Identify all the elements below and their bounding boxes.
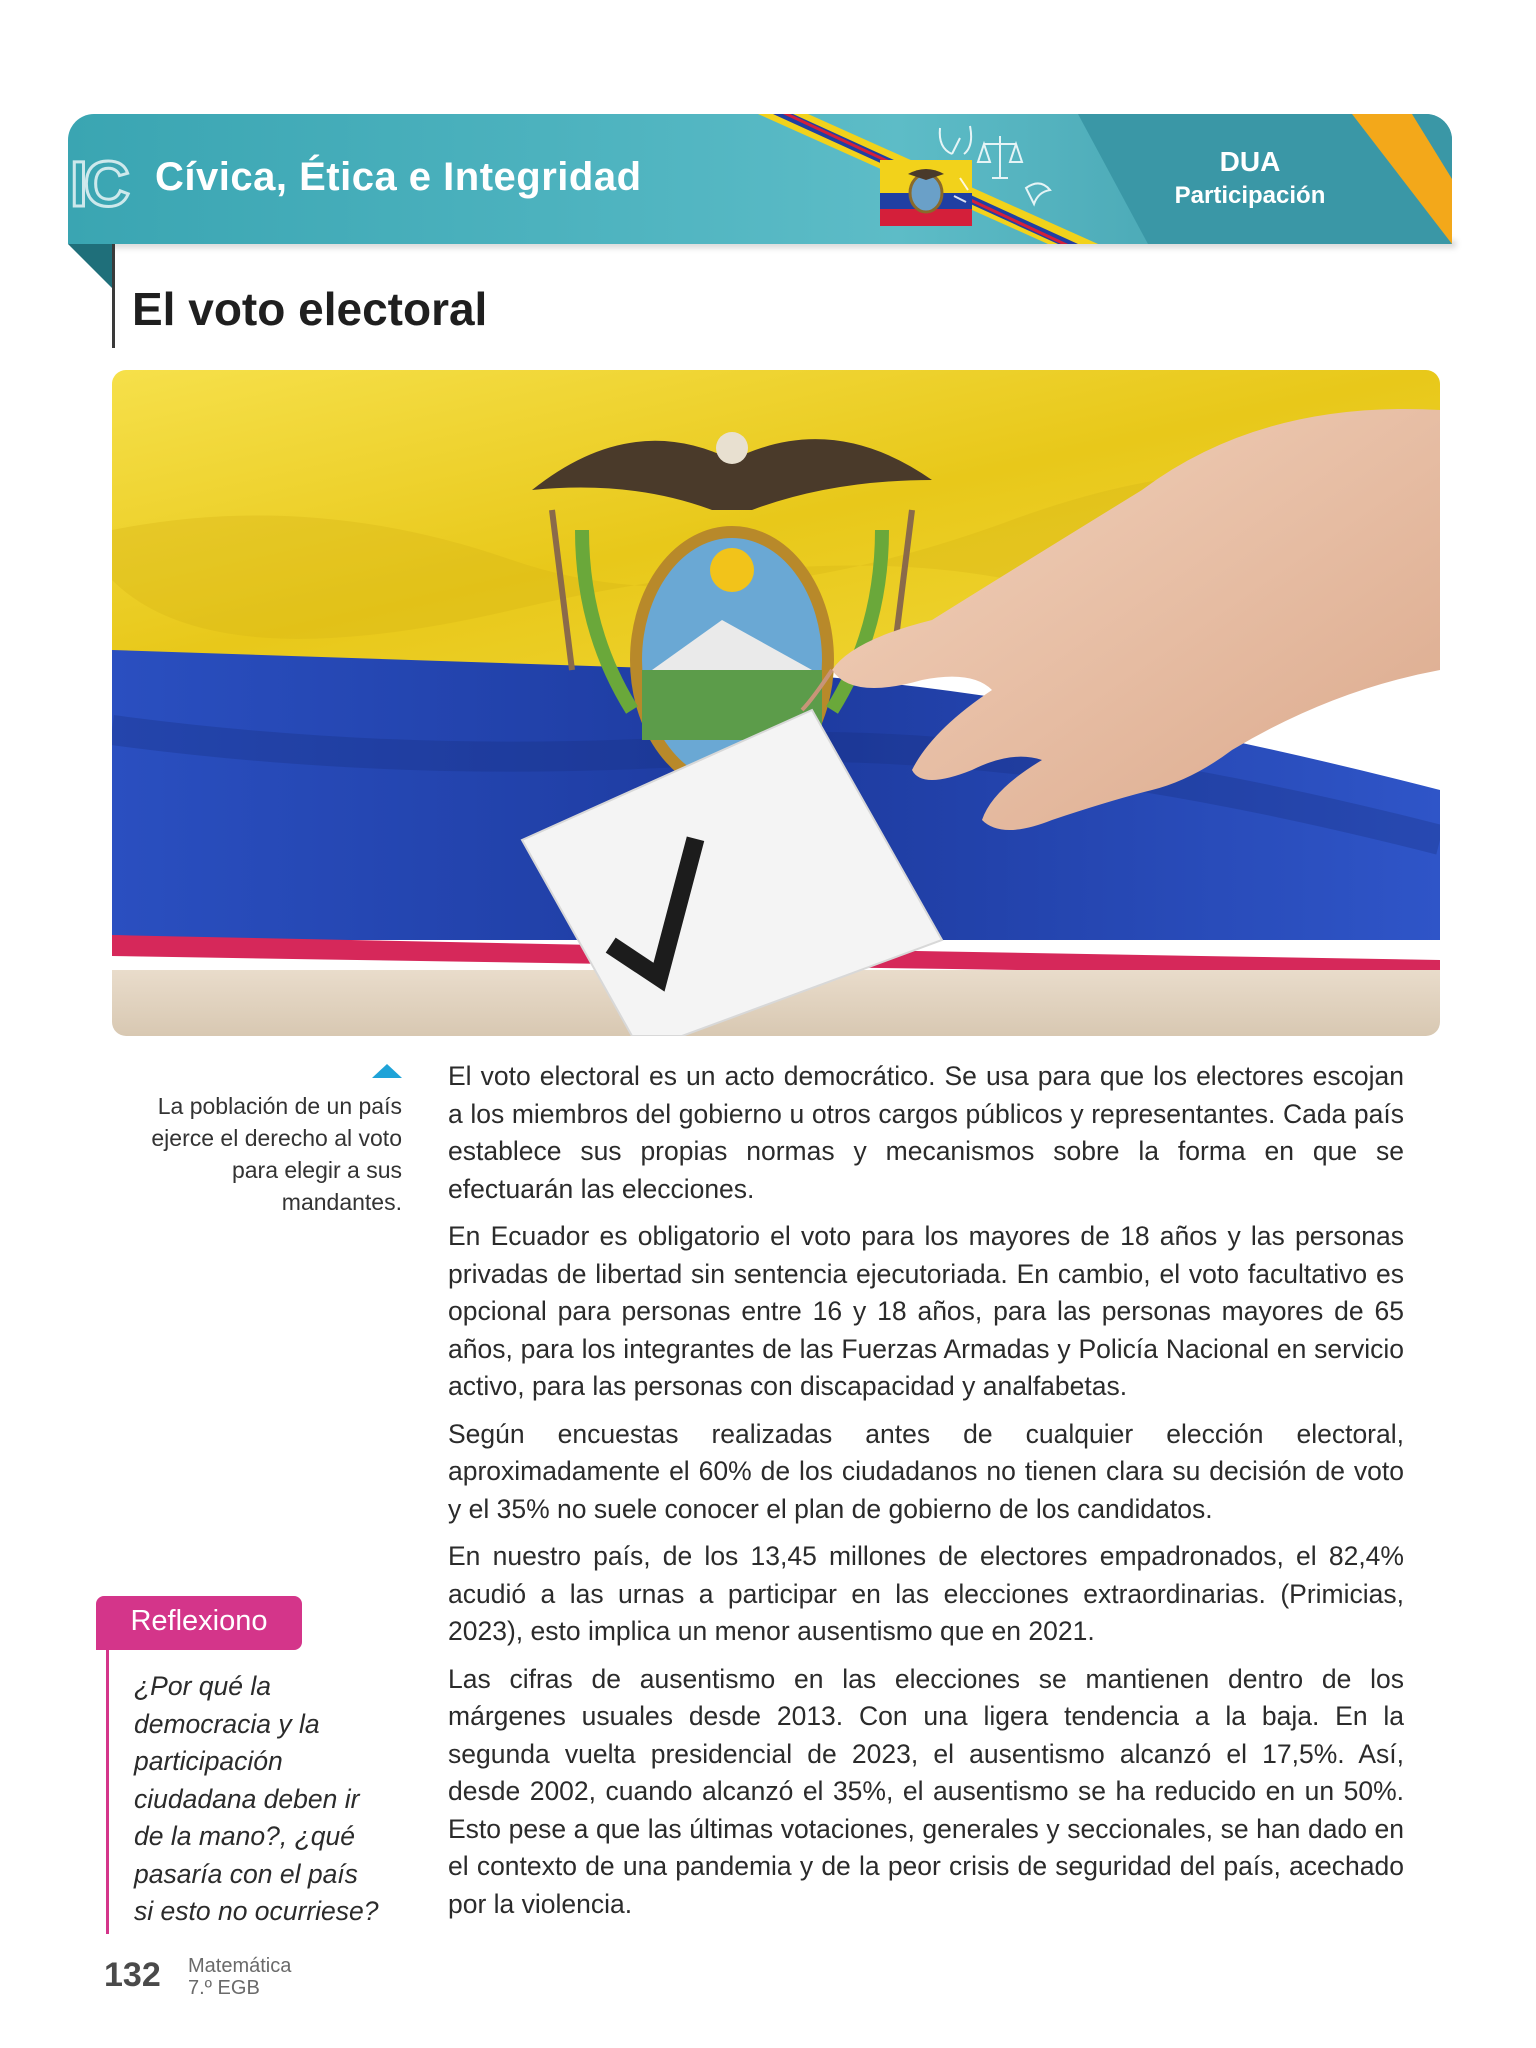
civic-line-icons [930, 118, 1060, 228]
voting-illustration [112, 370, 1440, 1036]
voting-photo [112, 370, 1440, 1036]
ic-logo: IC [70, 148, 126, 220]
reflexiono-label: Reflexiono [130, 1605, 268, 1637]
reflexiono-accent-line [106, 1650, 109, 1934]
dua-label: DUA [1219, 146, 1281, 177]
paragraph-2: En Ecuador es obligatorio el voto para los mayores de 18 años y las personas privadas de libertad sin sentencia ejecutoriada. En cambio, el voto facultativo es opcional para personas entre 16 y 18 años, para las personas mayores de 65 años, para los integrantes de las Fuerzas Armadas y Policía Nacional en servicio activo, para las personas con discapacidad y analfabetas. [448, 1221, 1404, 1401]
page-number: 132 [104, 1956, 161, 1994]
paragraph-1: El voto electoral es un acto democrático. Se usa para que los electores escojan a los miembros del gobierno u otros cargos públicos y representantes. Cada país establece sus propias normas y mecanismos sobre la forma en que se efectuarán las elecciones. [448, 1061, 1404, 1204]
banner-title: Cívica, Ética e Integridad [155, 155, 642, 199]
footer-subject: Matemática [188, 1955, 292, 1977]
caption-arrow-icon [372, 1064, 402, 1078]
reflexiono-question: ¿Por qué la democracia y la participación ciudadana deben ir de la mano?, ¿qué pasaría con el país si esto no ocurriese? [134, 1671, 379, 1926]
paragraph-3: Según encuestas realizadas antes de cualquier elección electoral, aproximadamente el 60% de los ciudadanos no tienen clara su decisión de voto y el 35% no suele conocer el plan de gobierno de los candidatos. [448, 1418, 1404, 1524]
footer-grade: 7.º EGB [188, 1977, 260, 1999]
photo-caption: La población de un país ejerce el derecho al voto para elegir a sus mandantes. [151, 1093, 402, 1215]
banner-fold [68, 244, 112, 288]
body-text [448, 1058, 1404, 1933]
paragraph-5: Las cifras de ausentismo en las elecciones se mantienen dentro de los márgenes usuales desde 2013. Con una ligera tendencia a la baja. En la segunda vuelta presidencial de 2023, el ausentismo alcanzó el 17,5%. Así, desde 2002, cuando alcanzó el 35%, el ausentismo se ha reducido en un 50%. Esto pese a que las últimas votaciones, generales y seccionales, se han dado en el contexto de una pandemia y de la peor crisis de seguridad del país, acechado por la violencia. [448, 1663, 1404, 1919]
paragraph-4: En nuestro país, de los 13,45 millones de electores empadronados, el 82,4% acudió a las urnas a participar en las elecciones extraordinarias. (Primicias, 2023), esto implica un menor ausentismo que en 2021. [448, 1541, 1404, 1646]
dua-participation-label: Participación [1174, 182, 1326, 209]
page-title: El voto electoral [132, 283, 488, 335]
title-accent-bar [112, 244, 115, 348]
